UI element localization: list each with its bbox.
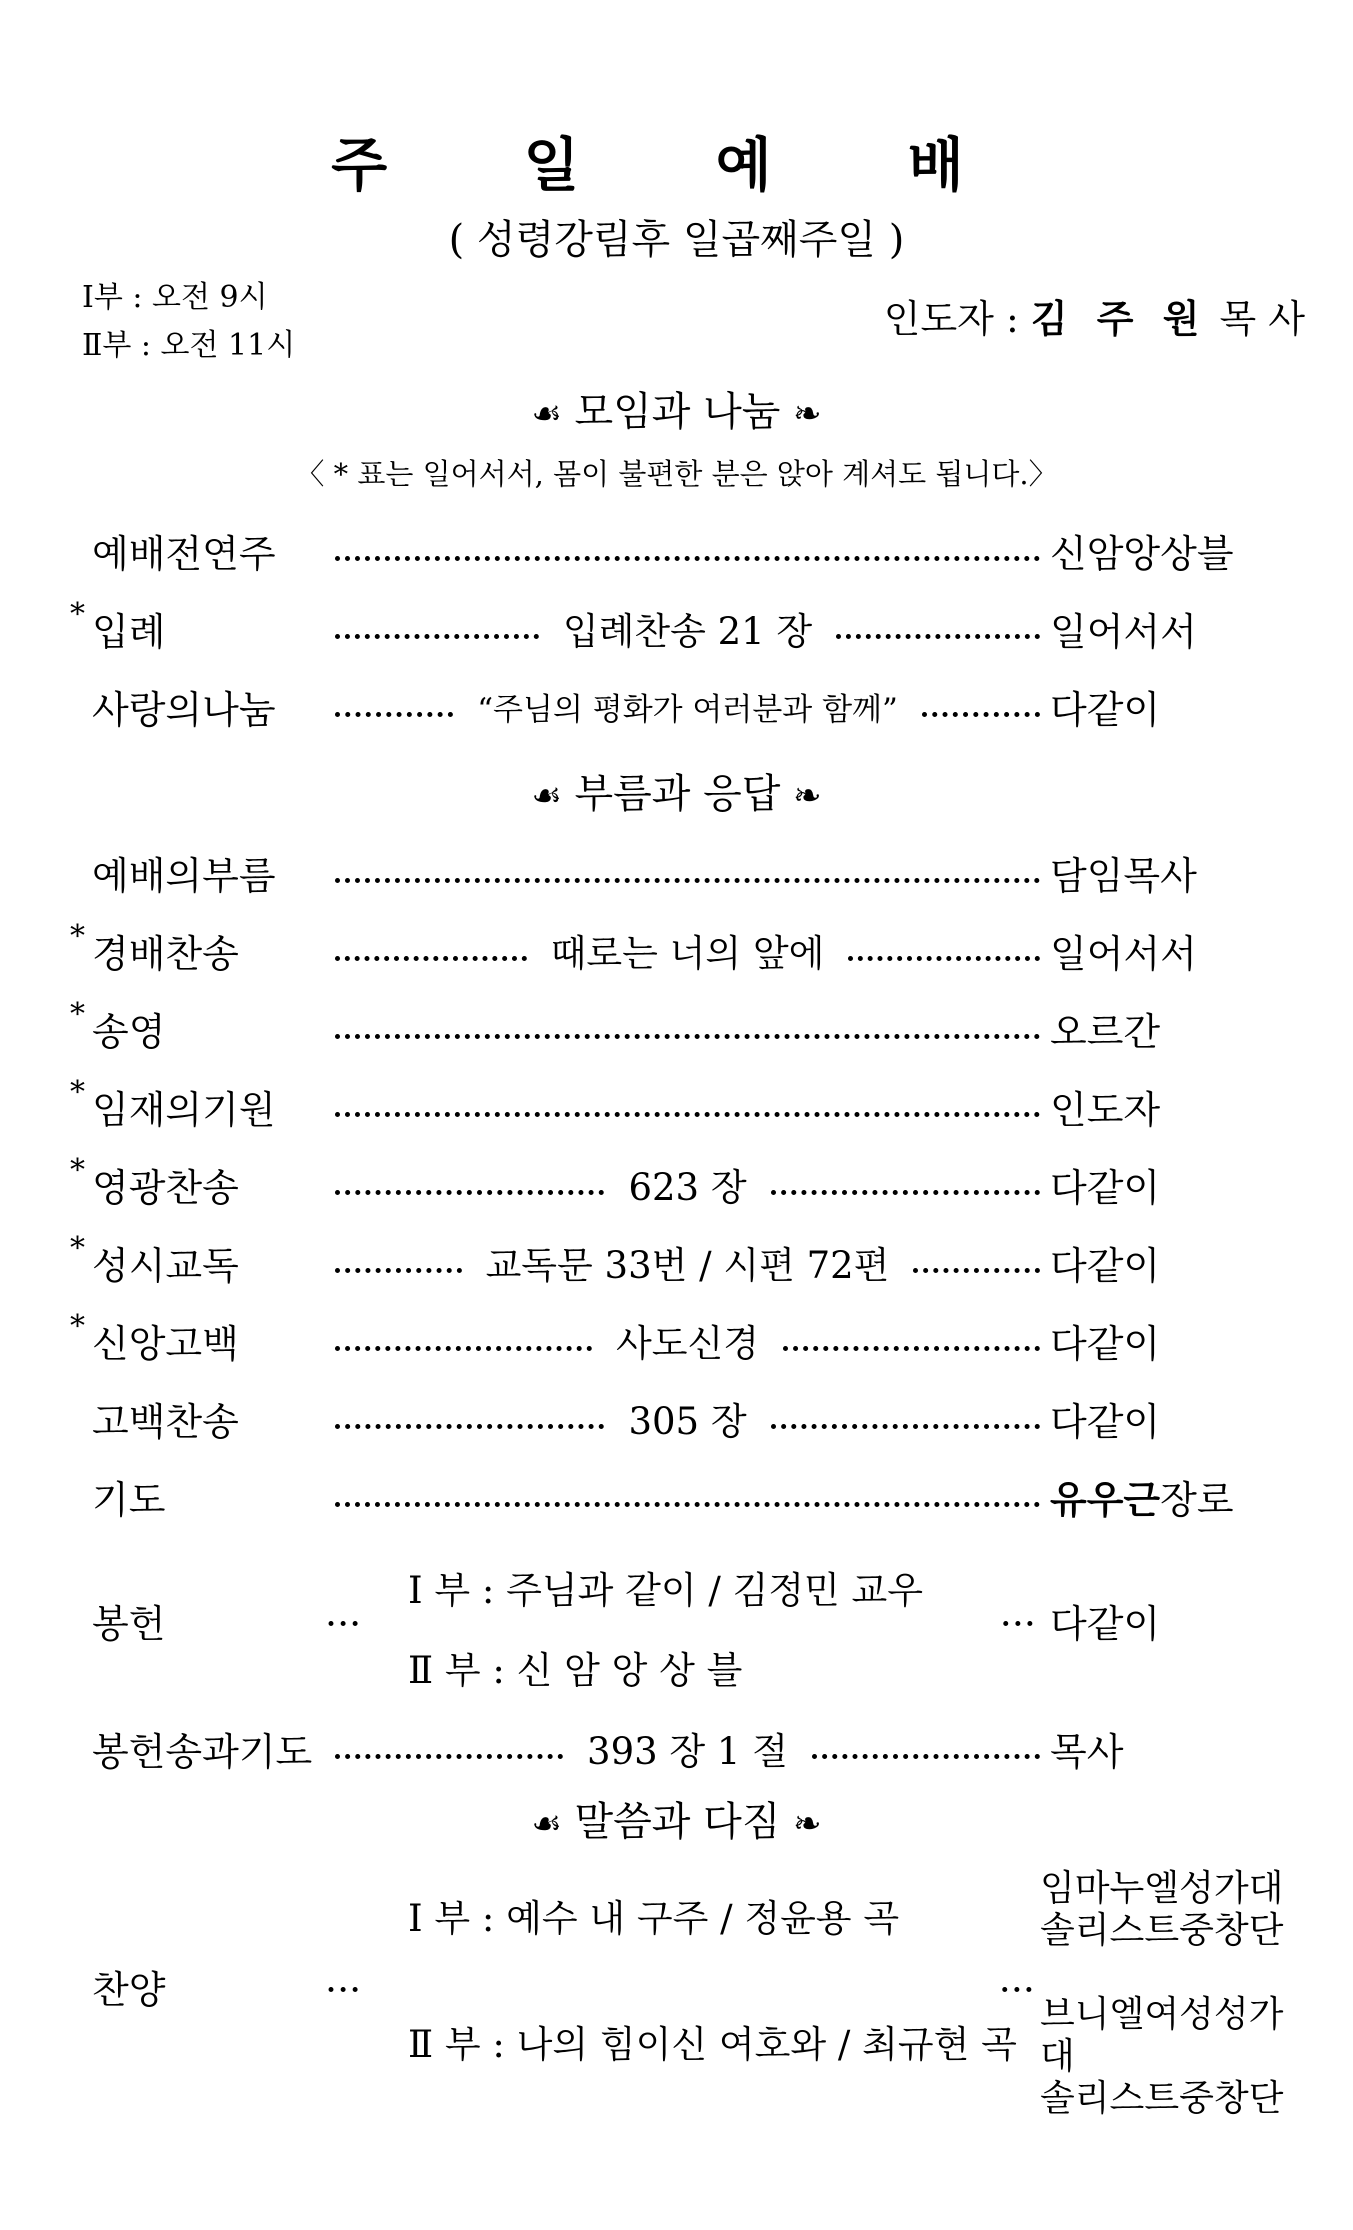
order-row <box>70 676 1305 736</box>
order-row <box>70 520 1305 580</box>
page-title: 주 일 예 배 <box>331 131 1022 199</box>
order-row <box>70 842 1305 902</box>
order-right: 담임목사 <box>1050 853 1197 898</box>
leader-dots <box>335 634 539 639</box>
order-right: 다같이 <box>1050 1243 1161 1288</box>
standing-mark: * <box>70 918 85 954</box>
order-label: 봉헌송과기도 <box>92 1729 313 1774</box>
order-detail: 입례찬송 21 장 <box>562 610 813 653</box>
order-label: 예배의부름 <box>92 853 276 898</box>
order-detail: 305 장 <box>628 1400 747 1443</box>
anthem-line-1: Ⅰ 부 : 예수 내 구주 / 정윤용 곡 <box>408 1897 900 1940</box>
leader-dots <box>335 1190 604 1195</box>
order-label: * 신앙고백 <box>70 1308 239 1366</box>
section-heading-word: ☙ 말씀과 다짐 ❧ <box>531 1799 822 1845</box>
leader-dots <box>335 1424 604 1429</box>
order-row-offering-prayer <box>70 1718 1305 1778</box>
order-row <box>70 1154 1305 1214</box>
leader-dots <box>771 1424 1040 1429</box>
order-right: 다같이 <box>1050 687 1161 732</box>
order-row <box>70 1076 1305 1136</box>
order-right: 다같이 <box>1050 1399 1161 1444</box>
leader-dots <box>913 1268 1040 1273</box>
leader-dots <box>771 1190 1040 1195</box>
service-time-2: Ⅱ부 : 오전 11시 <box>82 328 296 363</box>
ornament-left-icon: ☙ <box>531 1804 562 1844</box>
order-right: 일어서서 <box>1050 609 1197 654</box>
order-label: * 입례 <box>70 596 166 654</box>
ornament-left-icon: ☙ <box>531 394 562 434</box>
leader-dots <box>335 1346 592 1351</box>
anthem-choir-2: 브니엘여성성가대 솔리스트중창단 <box>1040 1994 1284 2119</box>
leader <box>884 288 1305 343</box>
leader-prefix: 인도자 : <box>883 297 1031 341</box>
order-detail: 교독문 33번 / 시편 72편 <box>485 1244 890 1287</box>
ornament-right-icon: ❧ <box>793 776 822 816</box>
order-label: * 임재의기원 <box>70 1074 276 1132</box>
order-label: 예배전연주 <box>92 531 276 576</box>
offering-line-2: Ⅱ 부 : 신 암 앙 상 블 <box>408 1649 743 1692</box>
order-row <box>70 998 1305 1058</box>
order-row <box>70 1310 1305 1370</box>
standing-mark: * <box>70 996 85 1032</box>
leader-dots <box>335 956 527 961</box>
standing-mark: * <box>70 1230 85 1266</box>
order-right: 다같이 <box>1050 1321 1161 1366</box>
order-row <box>70 1388 1305 1448</box>
page-subtitle: ( 성령강림후 일곱째주일 ) <box>448 217 905 263</box>
standing-mark: * <box>70 1152 85 1188</box>
order-row-anthem: 찬양 ··· ··· <box>70 1956 1305 2016</box>
order-detail: 393 장 1 절 <box>587 1730 788 1773</box>
order-right: 다같이 <box>1050 1601 1161 1646</box>
standing-mark: * <box>70 596 85 632</box>
leader-dots <box>335 1502 1040 1507</box>
order-row-offering: 봉헌 ··· ··· 다같이 <box>70 1590 1305 1650</box>
order-row <box>70 920 1305 980</box>
offering-line-1: Ⅰ 부 : 주님과 같이 / 김정민 교우 <box>408 1569 924 1612</box>
ornament-right-icon: ❧ <box>793 1804 822 1844</box>
ornament-right-icon: ❧ <box>793 394 822 434</box>
order-label: 봉헌 <box>92 1601 166 1646</box>
order-right: 오르간 <box>1050 1009 1161 1054</box>
order-label: * 경배찬송 <box>70 918 239 976</box>
leader-title: 목 사 <box>1207 297 1305 341</box>
order-right: 인도자 <box>1050 1087 1161 1132</box>
leader-dots <box>812 1754 1040 1759</box>
order-detail: 때로는 너의 앞에 <box>550 932 825 975</box>
anthem-choir-1: 임마누엘성가대 솔리스트중창단 <box>1040 1868 1284 1951</box>
leader-dots <box>335 878 1040 883</box>
order-label: 기도 <box>92 1477 166 1522</box>
leader-dots <box>922 712 1040 717</box>
order-right: 목사 <box>1050 1729 1124 1774</box>
leader-dots <box>335 556 1040 561</box>
order-row <box>70 1466 1305 1526</box>
order-detail: “주님의 평화가 여러분과 함께” <box>477 691 898 728</box>
leader-dots <box>783 1346 1040 1351</box>
leader-dots <box>335 1112 1040 1117</box>
leader-dots <box>848 956 1040 961</box>
standing-note: 〈 * 표는 일어서서, 몸이 불편한 분은 앉아 계셔도 됩니다.〉 <box>295 457 1058 491</box>
service-time-1: Ⅰ부 : 오전 9시 <box>82 280 268 315</box>
leader-name: 김 주 원 <box>1030 297 1208 341</box>
standing-mark: * <box>70 1074 85 1110</box>
order-label: * 영광찬송 <box>70 1152 239 1210</box>
leader-dots <box>836 634 1040 639</box>
order-label: 고백찬송 <box>92 1399 239 1444</box>
order-label: * 성시교독 <box>70 1230 239 1288</box>
anthem-line-2: Ⅱ 부 : 나의 힘이신 여호와 / 최규현 곡 <box>408 2023 1017 2066</box>
section-heading-call: ☙ 부름과 응답 ❧ <box>531 771 822 817</box>
leader-dots <box>335 1268 462 1273</box>
order-label: 찬양 <box>92 1967 166 2012</box>
order-detail: 사도신경 <box>616 1322 759 1365</box>
order-row <box>70 1232 1305 1292</box>
order-right: 다같이 <box>1050 1165 1161 1210</box>
order-label: 사랑의나눔 <box>92 687 276 732</box>
leader-dots <box>335 712 453 717</box>
leader-dots <box>335 1034 1040 1039</box>
leader-dots <box>335 1754 563 1759</box>
ornament-left-icon: ☙ <box>531 776 562 816</box>
order-detail: 623 장 <box>628 1166 747 1209</box>
standing-mark: * <box>70 1308 85 1344</box>
order-right: 신암앙상블 <box>1050 531 1234 576</box>
order-row <box>70 598 1305 658</box>
order-right: 일어서서 <box>1050 931 1197 976</box>
order-label: * 송영 <box>70 996 166 1054</box>
order-right: 유우근장로 <box>1050 1477 1234 1522</box>
section-heading-gathering: ☙ 모임과 나눔 ❧ <box>531 389 822 435</box>
